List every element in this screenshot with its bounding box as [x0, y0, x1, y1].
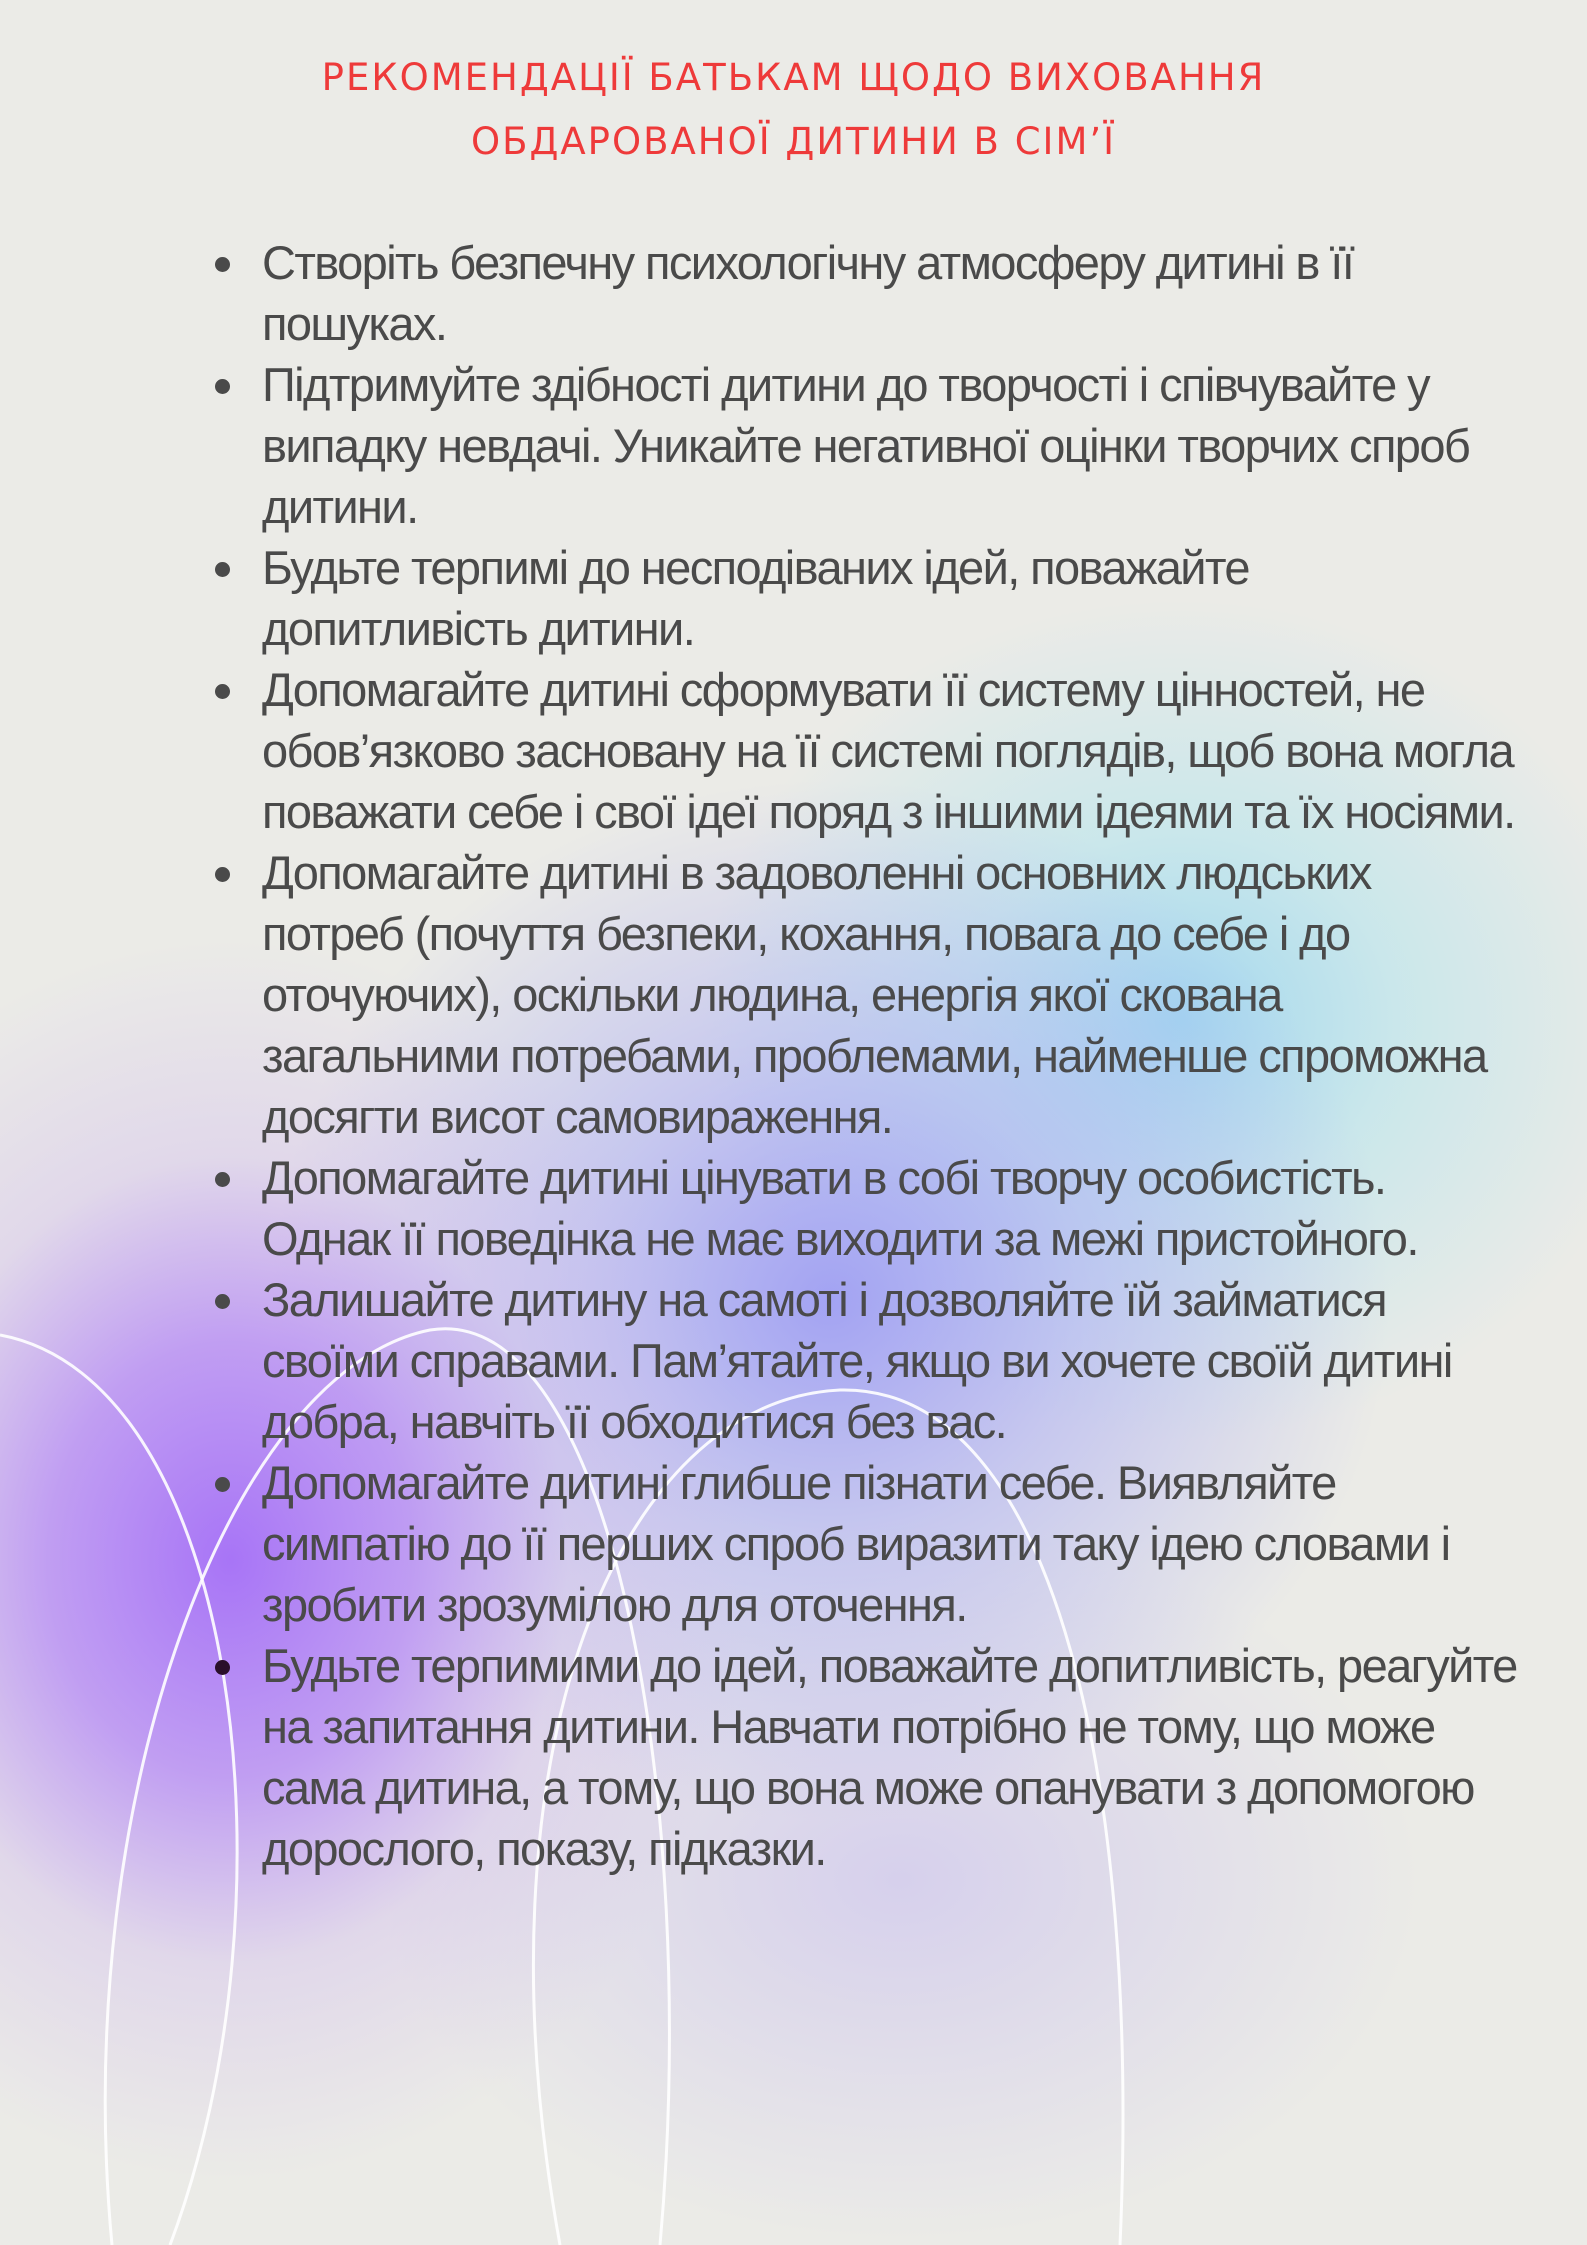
list-item-text: Допомагайте дитині глибше пізнати себе. Виявляйте симпатію до її перших спроб виразити таку ідею словами і зробити зрозумілою для оточення. — [262, 1456, 1450, 1631]
page-title — [0, 46, 1587, 174]
list-item — [262, 1452, 1522, 1635]
bullet-icon — [215, 1294, 230, 1309]
bullet-icon — [215, 257, 230, 272]
list-item — [262, 354, 1522, 537]
title-line-1: РЕКОМЕНДАЦІЇ БАТЬКАМ ЩОДО ВИХОВАННЯ — [321, 56, 1266, 99]
list-item-text: Допомагайте дитині в задоволенні основних людських потреб (почуття безпеки, кохання, повага до себе і до оточуючих), оскільки людина, енергія якої скована загальними потребами, проблемами, найменше спроможна досягти висот самовираження. — [262, 846, 1487, 1143]
list-item — [262, 842, 1522, 1147]
bullet-icon — [215, 562, 230, 577]
list-item-text: Створіть безпечну психологічну атмосферу дитині в її пошуках. — [262, 236, 1354, 350]
list-item-text: Підтримуйте здібності дитини до творчості і співчувайте у випадку невдачі. Уникайте негативної оцінки творчих спроб дитини. — [262, 358, 1470, 533]
list-item-text: Допомагайте дитині сформувати її систему цінностей, не обов’язково засновану на її системі поглядів, щоб вона могла поважати себе і свої ідеї поряд з іншими ідеями та їх носіями. — [262, 663, 1515, 838]
title-line-2: ОБДАРОВАНОЇ ДИТИНИ В СІМ’Ї — [470, 120, 1117, 163]
list-item — [262, 659, 1522, 842]
bullet-icon — [215, 1660, 230, 1675]
list-item — [262, 1269, 1522, 1452]
list-item-text: Залишайте дитину на самоті і дозволяйте їй займатися своїми справами. Пам’ятайте, якщо ви хочете своїй дитині добра, навчіть її обходитися без вас. — [262, 1273, 1452, 1448]
list-item-text: Будьте терпимі до несподіваних ідей, поважайте допитливість дитини. — [262, 541, 1249, 655]
bullet-icon — [215, 379, 230, 394]
bullet-icon — [215, 867, 230, 882]
list-item — [262, 537, 1522, 659]
list-item-text: Допомагайте дитині цінувати в собі творчу особистість. Однак її поведінка не має виходити за межі пристойного. — [262, 1151, 1418, 1265]
bullet-icon — [215, 1172, 230, 1187]
recommendations-list — [262, 232, 1522, 1879]
bullet-icon — [215, 684, 230, 699]
list-item — [262, 1147, 1522, 1269]
list-item — [262, 232, 1522, 354]
list-item-text: Будьте терпимими до ідей, поважайте допитливість, реагуйте на запитання дитини. Навчати потрібно не тому, що може сама дитина, а тому, що вона може опанувати з допомогою дорослого, показу, підказки. — [262, 1639, 1517, 1875]
bullet-icon — [215, 1477, 230, 1492]
list-item — [262, 1635, 1522, 1879]
arc-left — [0, 1335, 237, 2245]
